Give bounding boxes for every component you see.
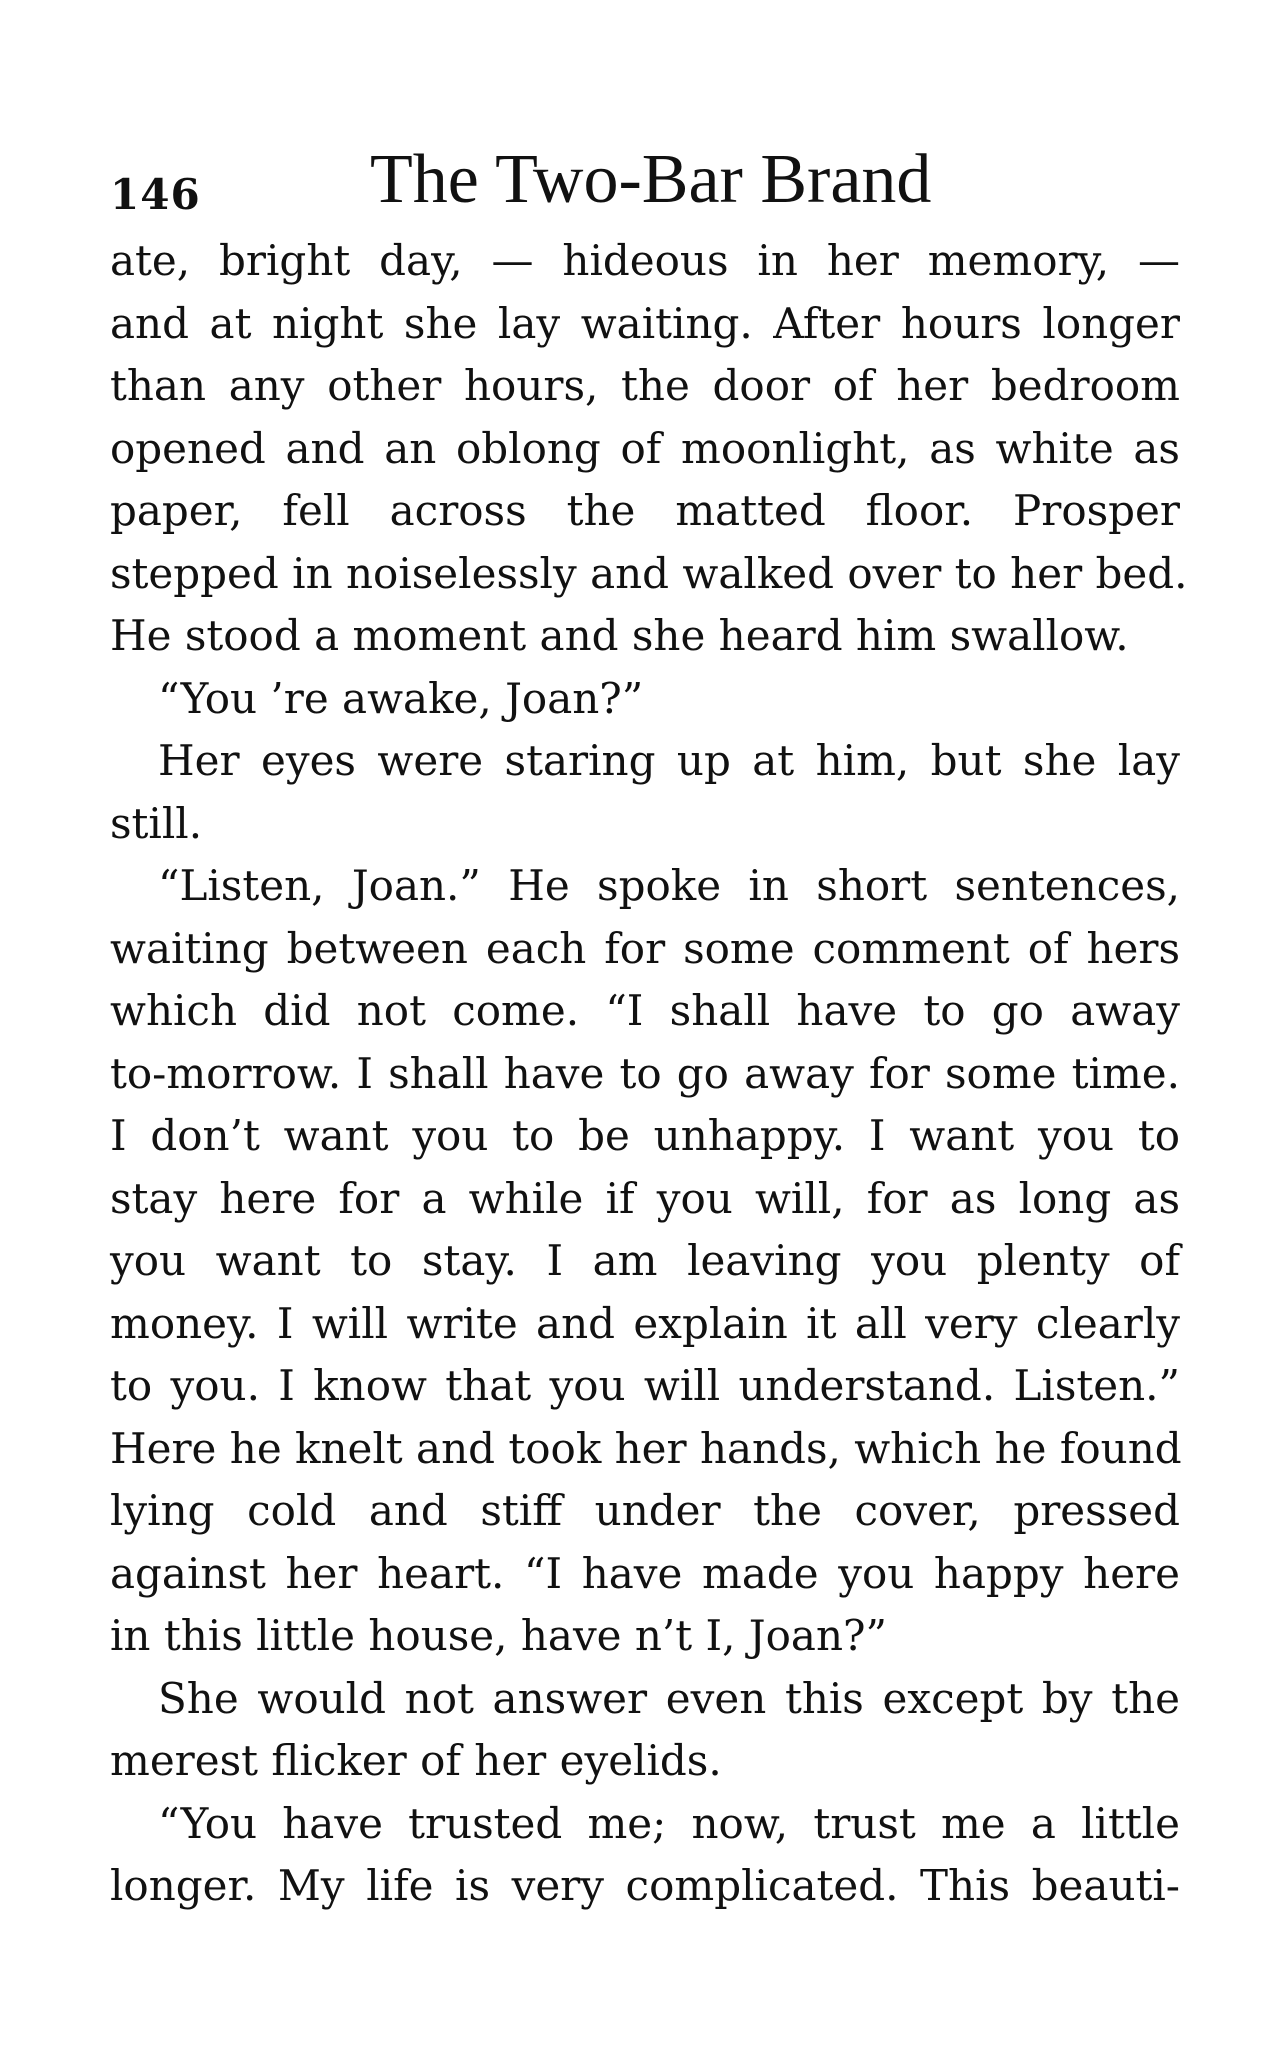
book-page [110, 140, 1188, 1918]
text-line: “You ’re awake, Joan?” [158, 673, 644, 723]
text-line: stay here for a while if you will, for as long as [110, 1173, 1180, 1223]
text-line: “Listen, Joan.” He spoke in short sentences, [158, 861, 1180, 910]
text-line: which did not come. “I shall have to go away [110, 986, 1180, 1035]
text-line: stepped in noiselessly and walked over to her bed. [110, 548, 1188, 598]
text-line: in this little house, have n’t I, Joan?” [110, 1611, 887, 1660]
text-line: ate, bright day, — hideous in her memory, — [110, 236, 1180, 285]
text-line: I don’t want you to be unhappy. I want you to [110, 1111, 1180, 1160]
text-line: opened and an oblong of moonlight, as white as [110, 423, 1180, 473]
text-line: longer. My life is very complicated. This beauti- [110, 1861, 1180, 1910]
text-line: than any other hours, the door of her bedroom [110, 361, 1180, 410]
text-line: against her heart. “I have made you happy here [110, 1548, 1180, 1598]
text-line: money. I will write and explain it all very clearly [110, 1298, 1180, 1348]
text-line: waiting between each for some comment of hers [110, 923, 1180, 973]
text-line: to you. I know that you will understand. Listen.” [110, 1361, 1180, 1410]
text-line: still. [110, 798, 203, 848]
text-line: merest flicker of her eyelids. [110, 1736, 722, 1785]
text-line: and at night she lay waiting. After hours longer [110, 298, 1180, 348]
text-line: Here he knelt and took her hands, which he found [110, 1423, 1182, 1473]
text-line: you want to stay. I am leaving you plenty of [110, 1236, 1180, 1285]
running-title: The Two-Bar Brand [370, 141, 932, 218]
text-line: “You have trusted me; now, trust me a little [158, 1798, 1180, 1848]
text-line: He stood a moment and she heard him swallow. [110, 611, 1129, 660]
body-text [110, 230, 1188, 1918]
text-line: to-morrow. I shall have to go away for some time. [110, 1048, 1180, 1098]
text-line: paper, fell across the matted floor. Prosper [110, 486, 1180, 535]
page-header [110, 140, 1180, 230]
page-number: 146 [110, 170, 201, 219]
text-line: Her eyes were staring up at him, but she lay [158, 736, 1180, 785]
text-line: She would not answer even this except by the [158, 1673, 1180, 1723]
text-line: lying cold and stiff under the cover, pressed [110, 1486, 1180, 1535]
